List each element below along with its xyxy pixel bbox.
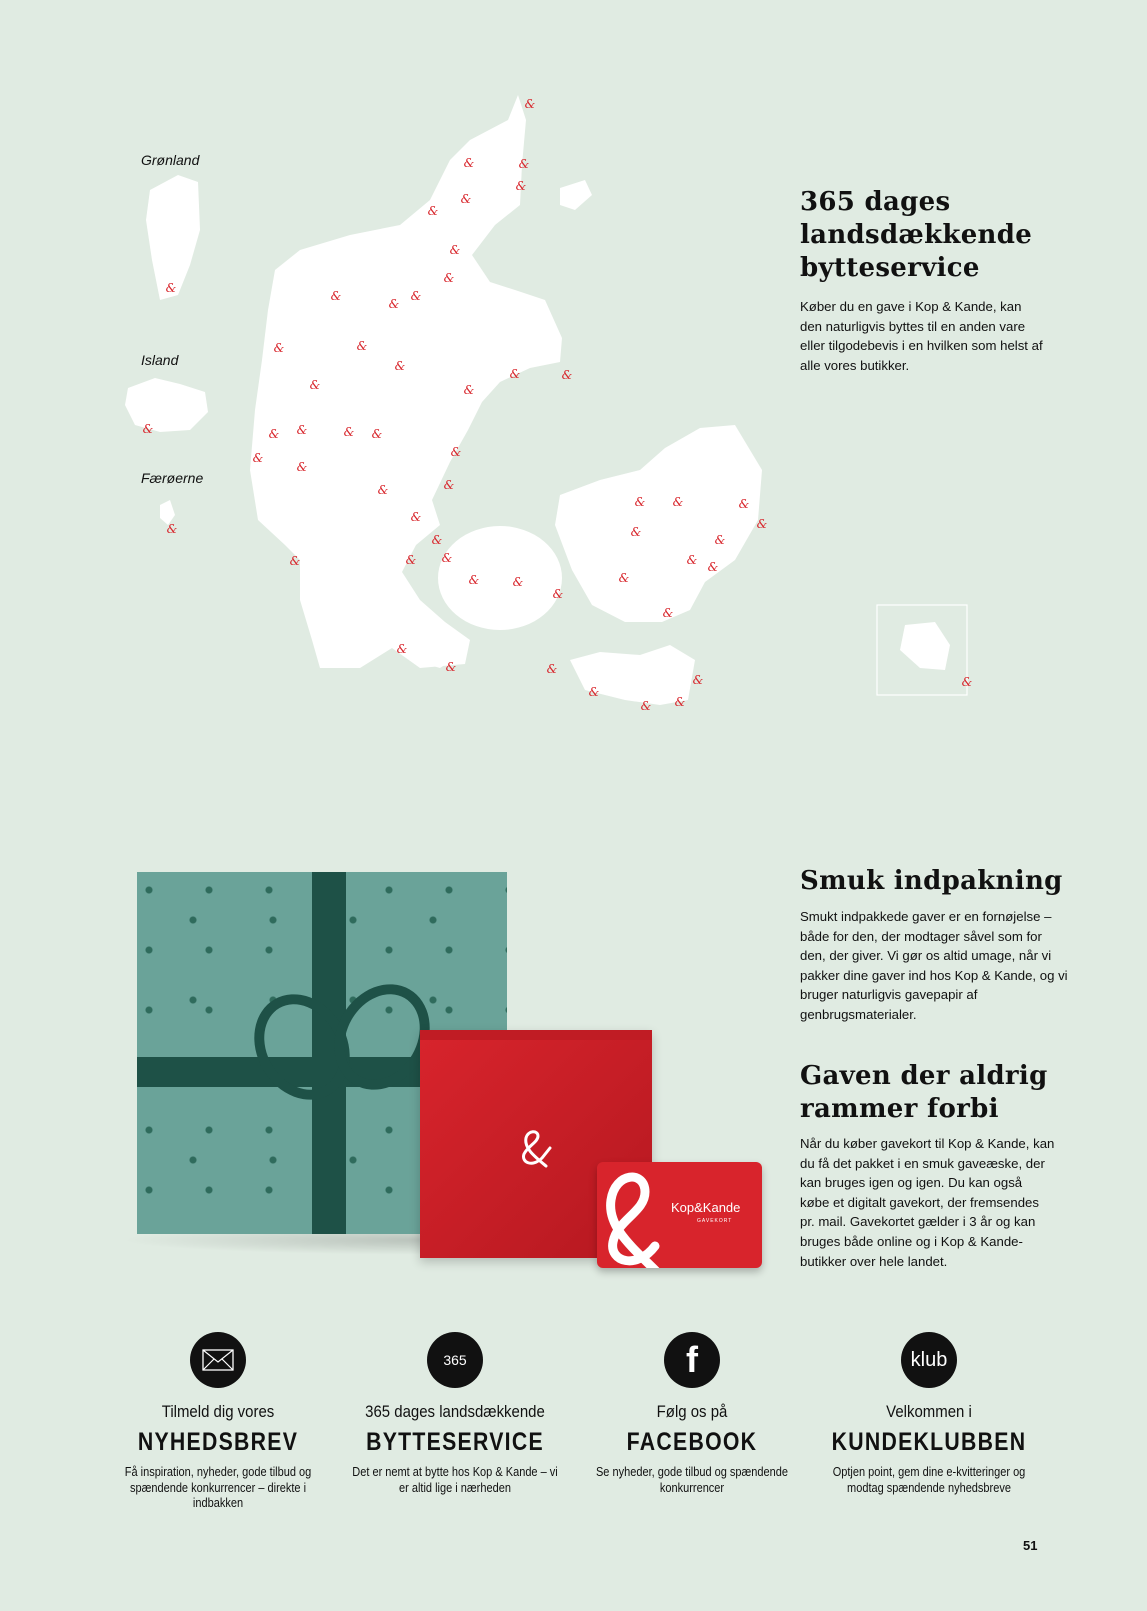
store-marker-icon: & <box>662 606 674 620</box>
feature-description: Optjen point, gem dine e-kvitteringer og modtag spændende nyhedsbreve <box>832 1465 1026 1495</box>
feature-lead: Tilmeld dig vores <box>161 1402 275 1421</box>
wrapping-title: Smuk indpakning <box>800 866 1063 896</box>
feature-description: Se nyheder, gode tilbud og spændende konkurrencer <box>595 1465 789 1495</box>
store-marker-icon: & <box>468 573 480 587</box>
store-marker-icon: & <box>142 422 154 436</box>
store-marker-icon: & <box>546 662 558 676</box>
denmark-store-map <box>0 0 1147 760</box>
giftcard-body: Når du køber gavekort til Kop & Kande, kan du få det pakket i en smuk gaveæske, der kan bruges igen og igen. Du kan også købe et digitalt gavekort, der fremsendes pr. mail. Gavekortet gælder i 3 år og kan bruges både online og i Kop & Kande-butikker over hele landet. <box>800 1136 1055 1269</box>
label-faroe: Færøerne <box>141 470 204 486</box>
store-marker-icon: & <box>686 553 698 567</box>
facebook-icon[interactable] <box>664 1332 720 1388</box>
icon-text: f <box>686 1339 698 1380</box>
store-marker-icon: & <box>296 460 308 474</box>
store-marker-icon: & <box>445 660 457 674</box>
ampersand-logo-icon <box>516 1126 556 1170</box>
feature-lead: Velkommen i <box>886 1402 972 1421</box>
card-logo: Kop&Kande <box>671 1200 741 1215</box>
store-marker-icon: & <box>618 571 630 585</box>
vendsyssel-island <box>560 180 592 210</box>
store-marker-icon: & <box>738 497 750 511</box>
store-marker-icon: & <box>289 554 301 568</box>
store-marker-icon: & <box>707 560 719 574</box>
store-marker-icon: & <box>165 281 177 295</box>
page-number: 51 <box>1023 1538 1038 1553</box>
store-marker-icon: & <box>634 495 646 509</box>
box-lid-edge <box>420 1030 652 1040</box>
store-marker-icon: & <box>268 427 280 441</box>
store-marker-icon: & <box>630 525 642 539</box>
exchange-title-line: 365 dages <box>800 187 951 217</box>
store-marker-icon: & <box>410 289 422 303</box>
store-marker-icon: & <box>443 271 455 285</box>
store-marker-icon: & <box>518 157 530 171</box>
card-ampersand-icon <box>597 1162 667 1268</box>
store-marker-icon: & <box>714 533 726 547</box>
wrapping-body: Smukt indpakkede gaver er en fornøjelse – både for den, der modtager såvel som for den, der giver. Vi gør os altid umage, når vi pakker dine gaver ind hos Kop & Kande, og vi bruger naturligvis gavepapir af genbrugsmaterialer. <box>800 909 1068 1022</box>
zealand-shape <box>552 425 762 622</box>
store-marker-icon: & <box>252 451 264 465</box>
store-marker-icon: & <box>552 587 564 601</box>
label-iceland: Island <box>141 352 179 368</box>
giftcard-title <box>800 1060 1048 1126</box>
bornholm-shape <box>900 622 950 670</box>
store-marker-icon: & <box>431 533 443 547</box>
store-marker-icon: & <box>756 517 768 531</box>
store-marker-icon: & <box>588 685 600 699</box>
store-marker-icon: & <box>371 427 383 441</box>
store-marker-icon: & <box>394 359 406 373</box>
store-marker-icon: & <box>509 367 521 381</box>
icon-text: 365 <box>443 1352 467 1368</box>
feature-exchange[interactable] <box>335 1332 575 1496</box>
store-marker-icon: & <box>515 179 527 193</box>
store-marker-icon: & <box>443 478 455 492</box>
label-greenland: Grønland <box>141 152 200 168</box>
exchange-title-line: bytteservice <box>800 253 980 283</box>
feature-club[interactable] <box>809 1332 1049 1496</box>
365-exchange-icon[interactable] <box>427 1332 483 1388</box>
giftcard-title-line: Gaven der aldrig <box>800 1061 1048 1091</box>
store-marker-icon: & <box>524 97 536 111</box>
feature-description: Det er nemt at bytte hos Kop & Kande – vi er altid lige i nærheden <box>352 1465 558 1495</box>
store-marker-icon: & <box>512 575 524 589</box>
store-marker-icon: & <box>961 675 973 689</box>
feature-description: Få inspiration, nyheder, gode tilbud og spændende konkurrencer – direkte i indbakken <box>124 1465 312 1510</box>
funen-shape <box>438 526 562 630</box>
feature-facebook[interactable] <box>572 1332 812 1496</box>
card-subtitle: GAVEKORT <box>697 1218 733 1224</box>
store-marker-icon: & <box>309 378 321 392</box>
store-marker-icon: & <box>561 368 573 382</box>
iceland-shape <box>125 378 208 432</box>
store-marker-icon: & <box>343 425 355 439</box>
store-marker-icon: & <box>410 510 422 524</box>
store-marker-icon: & <box>463 383 475 397</box>
store-marker-icon: & <box>450 445 462 459</box>
store-marker-icon: & <box>672 495 684 509</box>
store-marker-icon: & <box>674 695 686 709</box>
store-marker-icon: & <box>640 699 652 713</box>
feature-newsletter[interactable] <box>98 1332 338 1512</box>
store-marker-icon: & <box>166 522 178 536</box>
store-marker-icon: & <box>405 553 417 567</box>
feature-heading[interactable]: NYHEDSBREV <box>137 1428 299 1456</box>
feature-heading[interactable]: FACEBOOK <box>626 1428 758 1456</box>
feature-heading[interactable]: BYTTESERVICE <box>366 1428 544 1456</box>
giftcard-title-line: rammer forbi <box>800 1094 999 1124</box>
store-marker-icon: & <box>441 551 453 565</box>
store-marker-icon: & <box>427 204 439 218</box>
store-marker-icon: & <box>330 289 342 303</box>
icon-text: klub <box>910 1348 948 1371</box>
store-marker-icon: & <box>296 423 308 437</box>
feature-lead: 365 dages landsdækkende <box>365 1402 545 1421</box>
gift-card <box>597 1162 762 1268</box>
klub-icon[interactable] <box>901 1332 957 1388</box>
feature-lead: Følg os på <box>656 1402 728 1421</box>
store-marker-icon: & <box>356 339 368 353</box>
store-marker-icon: & <box>460 192 472 206</box>
store-marker-icon: & <box>463 156 475 170</box>
store-marker-icon: & <box>388 297 400 311</box>
store-marker-icon: & <box>449 243 461 257</box>
exchange-title <box>800 186 1032 285</box>
store-marker-icon: & <box>692 673 704 687</box>
store-marker-icon: & <box>396 642 408 656</box>
envelope-icon[interactable] <box>190 1332 246 1388</box>
exchange-body: Køber du en gave i Kop & Kande, kan den naturligvis byttes til en anden vare eller tilgodebevis i en hvilken som helst af alle vores butikker. <box>800 299 1043 373</box>
store-marker-icon: & <box>377 483 389 497</box>
exchange-title-line: landsdækkende <box>800 220 1033 250</box>
store-marker-icon: & <box>273 341 285 355</box>
feature-heading[interactable]: KUNDEKLUBBEN <box>831 1428 1027 1456</box>
